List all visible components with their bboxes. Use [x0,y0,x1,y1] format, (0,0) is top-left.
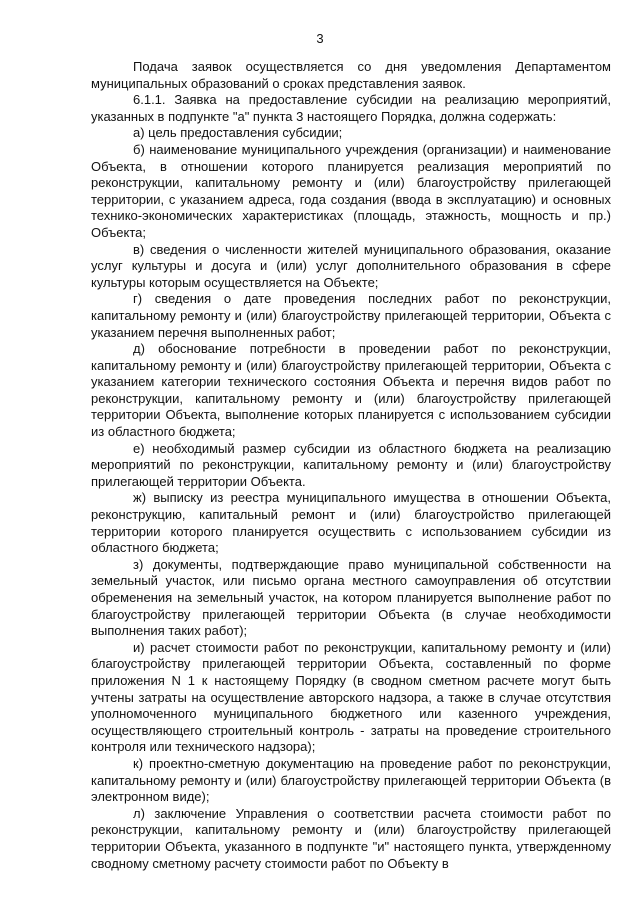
paragraph-item-v: в) сведения о численности жителей муниципального образования, оказание услуг культуры и досуга и (или) услуг дополнительного образования в сфере культуры которым осуществляется на Объекте; [91,241,611,290]
document-body [91,59,611,872]
paragraph-item-a: а) цель предоставления субсидии; [133,125,343,141]
paragraph-item-z: з) документы, подтверждающие право муниципальной собственности на земельный участок, или письмо органа местного самоуправления об отсутствии обременения на земельный участок, на котором планируется выполнение работ по благоустройству прилегающей территории Объекта (в случае необходимости выполнения таких работ); [91,556,611,639]
paragraph-submission-start: Подача заявок осуществляется со дня уведомления Департаментом муниципальных образований о сроках представления заявок. [91,59,611,91]
paragraph-item-l: л) заключение Управления о соответствии расчета стоимости работ по реконструкции, капитальному ремонту и (или) благоустройству прилегающей территории Объекта, указанного в подпункте "и" настоящего пункта, утвержденному сводному сметному расчету стоимости работ по Объекту в [91,805,611,871]
paragraph-item-e: е) необходимый размер субсидии из областного бюджета на реализацию мероприятий по реконструкции, капитальному ремонту и (или) благоустройству прилегающей территории Объекта. [91,440,611,489]
paragraph-item-d: д) обоснование потребности в проведении работ по реконструкции, капитальному ремонту и (или) благоустройству прилегающей территории, Объекта с указанием категории технического состояния Объекта и перечня видов работ по реконструкции, капитальному ремонту и (или) благоустройству прилегающей территории Объекта, выполнение которых планируется с использованием субсидии из областного бюджета; [91,341,611,440]
paragraph-item-i: и) расчет стоимости работ по реконструкции, капитальному ремонту и (или) благоустройству прилегающей территории Объекта, составленный по форме приложения N 1 к настоящему Порядку (в сводном сметном расчете могут быть учтены затраты на осуществление авторского надзора, а также в случае отсутствия уполномоченного муниципального бюджетного или казенного учреждения, осуществляющего строительный контроль - затраты на проведение строительного контроля или технического надзора); [91,639,611,755]
paragraph-item-k: к) проектно-сметную документацию на проведение работ по реконструкции, капитальному ремонту и (или) благоустройству прилегающей территории Объекта (в электронном виде); [91,755,611,805]
page-number: 3 [316,31,324,46]
paragraph-6-1-1: 6.1.1. Заявка на предоставление субсидии на реализацию мероприятий, указанных в подпункте "а" пункта 3 настоящего Порядка, должна содержать: [91,92,611,124]
paragraph-item-g: г) сведения о дате проведения последних работ по реконструкции, капитальному ремонту и (или) благоустройству прилегающей территории, Объекта с указанием перечня выполненных работ; [91,291,611,340]
paragraph-item-zh: ж) выписку из реестра муниципального имущества в отношении Объекта, реконструкцию, капитальный ремонт и (или) благоустройство прилегающей территории которого планируется осуществить с использованием субсидии из областного бюджета; [91,490,611,556]
paragraph-item-b: б) наименование муниципального учреждения (организации) и наименование Объекта, в отношении которого планируется реализация мероприятий по реконструкции, капитальному ремонту и (или) благоустройству прилегающей территории, с указанием адреса, года создания (ввода в эксплуатацию) и основных технико-экономических характеристиках (площадь, этажность, мощность и пр.) Объекта; [91,141,611,240]
